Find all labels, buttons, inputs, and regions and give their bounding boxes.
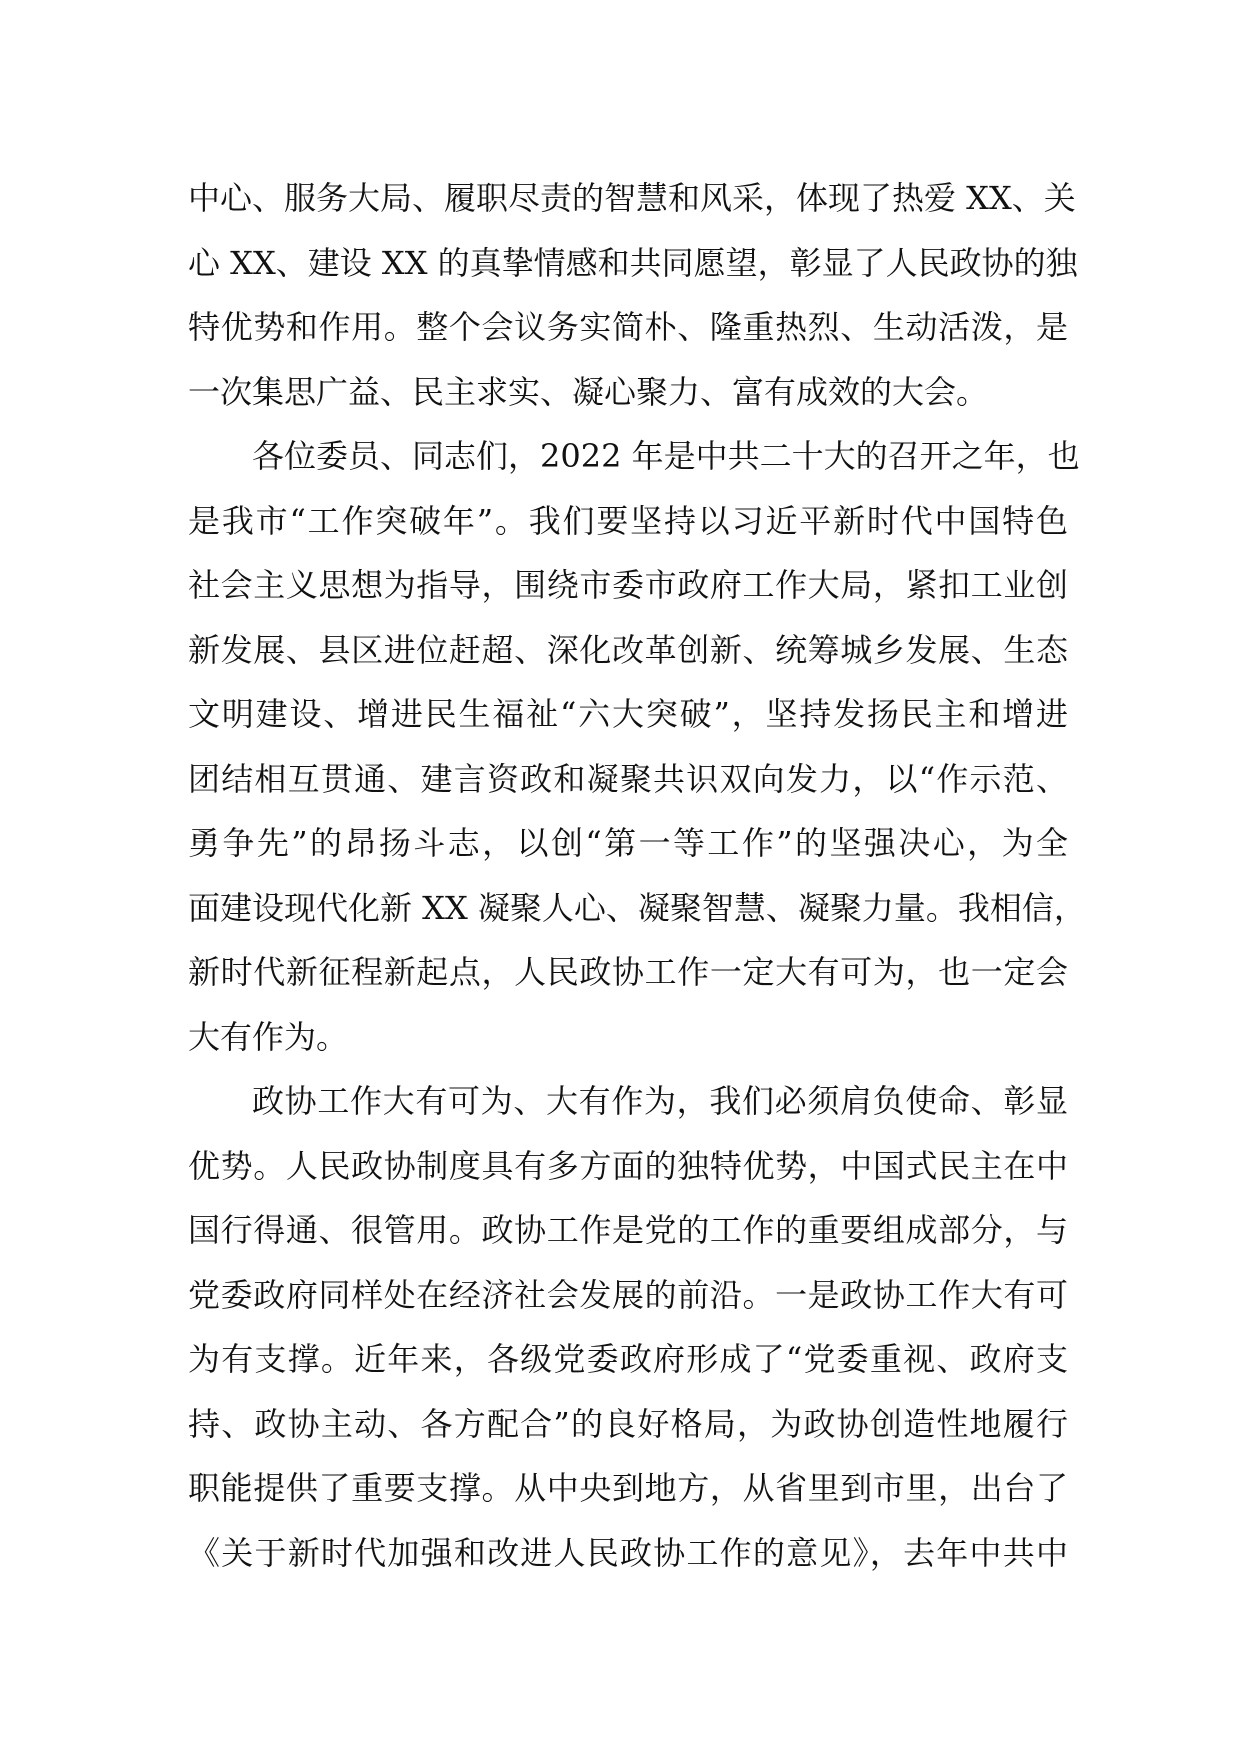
body-text xyxy=(188,166,1086,1585)
text-line: 一次集思广益、民主求实、凝心聚力、富有成效的大会。 xyxy=(188,372,989,411)
text-line: 《关于新时代加强和改进人民政协工作的意见》，去年中共中 xyxy=(188,1533,1068,1572)
text-line: 文明建设、增进民生福祉“六大突破”，坚持发扬民主和增进 xyxy=(188,695,1068,733)
text-line: 大有作为。 xyxy=(188,1017,349,1056)
text-line: 新发展、县区进位赶超、深化改革创新、统筹城乡发展、生态 xyxy=(188,630,1068,669)
text-line: 面建设现代化新 XX 凝聚人心、凝聚智慧、凝聚力量。我相信， xyxy=(188,888,1086,927)
paragraph-start-line: 政协工作大有可为、大有作为，我们必须肩负使命、彰显 xyxy=(252,1082,1068,1120)
text-line: 勇争先”的昂扬斗志，以创“第一等工作”的坚强决心，为全 xyxy=(188,824,1068,862)
text-line: 新时代新征程新起点，人民政协工作一定大有可为，也一定会 xyxy=(188,953,1068,991)
text-line: 持、政协主动、各方配合”的良好格局，为政协创造性地履行 xyxy=(188,1404,1068,1443)
text-line: 国行得通、很管用。政协工作是党的工作的重要组成部分，与 xyxy=(188,1211,1068,1249)
text-line: 社会主义思想为指导，围绕市委市政府工作大局，紧扣工业创 xyxy=(188,566,1068,604)
text-line: 优势。人民政协制度具有多方面的独特优势，中国式民主在中 xyxy=(188,1146,1068,1185)
text-line: 团结相互贯通、建言资政和凝聚共识双向发力，以“作示范、 xyxy=(188,759,1068,798)
text-line: 特优势和作用。整个会议务实简朴、隆重热烈、生动活泼，是 xyxy=(188,308,1068,346)
text-line: 心 XX、建设 XX 的真挚情感和共同愿望，彰显了人民政协的独 xyxy=(188,243,1078,282)
text-line: 党委政府同样处在经济社会发展的前沿。一是政协工作大有可 xyxy=(188,1275,1068,1314)
text-line: 是我市“工作突破年”。我们要坚持以习近平新时代中国特色 xyxy=(188,501,1068,540)
paragraph-start-line: 各位委员、同志们，2022 年是中共二十大的召开之年，也 xyxy=(252,437,1080,475)
text-line: 职能提供了重要支撑。从中央到地方，从省里到市里，出台了 xyxy=(188,1469,1068,1507)
text-line: 为有支撑。近年来，各级党委政府形成了“党委重视、政府支 xyxy=(188,1340,1068,1378)
text-line: 中心、服务大局、履职尽责的智慧和风采，体现了热爱 XX、关 xyxy=(188,179,1076,217)
